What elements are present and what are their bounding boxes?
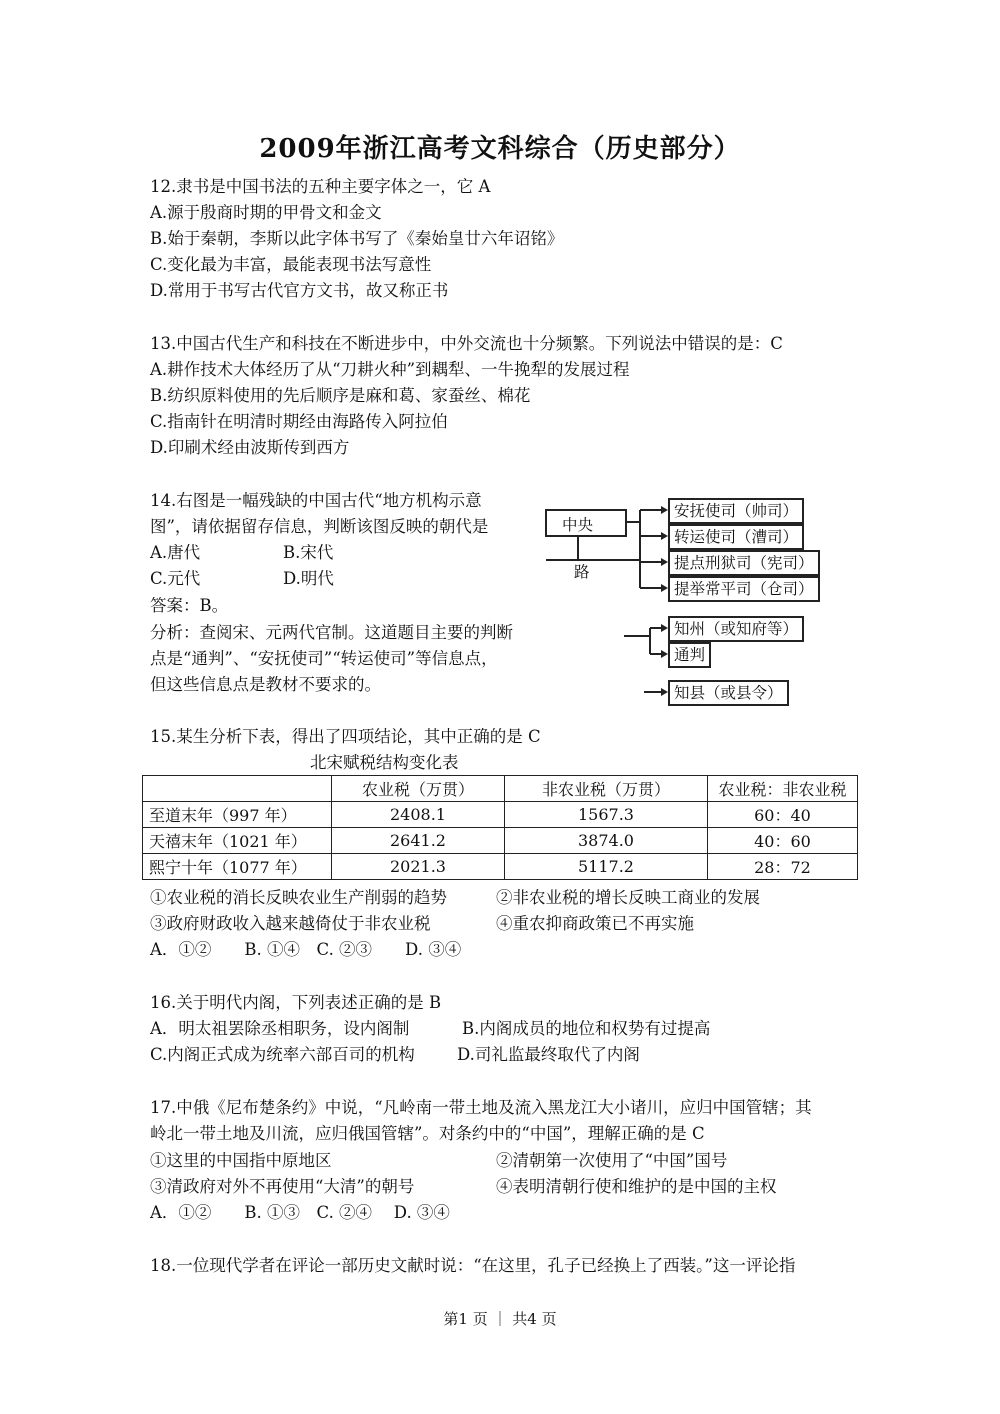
office-zhixian: 知县（或县令） <box>668 680 789 706</box>
q14-analysis-line-2: 点是“通判”、“安抚使司”“转运使司”等信息点， <box>150 649 498 668</box>
table-cell: 至道末年（997 年） <box>143 802 332 828</box>
q13-stem: 13.中国古代生产和科技在不断进步中，中外交流也十分频繁。下列说法中错误的是：C <box>150 334 783 353</box>
q17-stem-line-1: 17.中俄《尼布楚条约》中说，“凡岭南一带土地及流入黑龙江大小诸川，应归中国管辖；其 <box>150 1098 812 1117</box>
road-label: 路 <box>574 563 590 581</box>
q13-option-d: D.印刷术经由波斯传到西方 <box>150 438 350 457</box>
q12-option-c: C.变化最为丰富，最能表现书法写意性 <box>150 255 432 274</box>
table-header-cell: 农业税（万贯） <box>332 776 505 802</box>
office-tongpan: 通判 <box>668 642 711 668</box>
office-tidian-xingyu: 提点刑狱司（宪司） <box>668 550 820 576</box>
tax-structure-table <box>142 775 858 880</box>
q14-option-d: D.明代 <box>283 569 334 588</box>
table-cell: 1567.3 <box>505 802 708 828</box>
table-cell: 2641.2 <box>332 828 505 854</box>
q15-stem: 15.某生分析下表，得出了四项结论，其中正确的是 C <box>150 727 541 746</box>
table-row <box>143 802 858 828</box>
table-cell: 40：60 <box>708 828 858 854</box>
q17-statement-3: ③清政府对外不再使用“大清”的朝号 <box>150 1177 415 1196</box>
page-footer: 第1 页 ｜ 共4 页 <box>443 1310 557 1328</box>
q13-option-c: C.指南针在明清时期经由海路传入阿拉伯 <box>150 412 448 431</box>
page-title: 2009年浙江高考文科综合（历史部分） <box>259 134 741 164</box>
q14-analysis-line-3: 但这些信息点是教材不要求的。 <box>150 675 381 694</box>
q16-option-a: A．明太祖罢除丞相职务，设内阁制 <box>150 1019 410 1038</box>
q15-statement-3: ③政府财政收入越来越倚仗于非农业税 <box>150 914 431 933</box>
q12-option-d: D.常用于书写古代官方文书，故又称正书 <box>150 281 449 300</box>
q15-options: A．①② B. ①④ C. ②③ D. ③④ <box>150 940 462 959</box>
table-cell: 熙宁十年（1077 年） <box>143 854 332 880</box>
table-row <box>143 828 858 854</box>
q17-stem-line-2: 岭北一带土地及川流，应归俄国管辖”。对条约中的“中国”，理解正确的是 C <box>150 1124 705 1143</box>
q15-statement-4: ④重农抑商政策已不再实施 <box>496 914 694 933</box>
q12-option-a: A.源于殷商时期的甲骨文和金文 <box>150 203 382 222</box>
office-zhizhou: 知州（或知府等） <box>668 616 804 642</box>
table-cell: 2408.1 <box>332 802 505 828</box>
q13-option-a: A.耕作技术大体经历了从“刀耕火种”到耦犁、一牛挽犁的发展过程 <box>150 360 630 379</box>
q14-stem-line-1: 14.右图是一幅残缺的中国古代“地方机构示意 <box>150 491 482 510</box>
q12-stem: 12.隶书是中国书法的五种主要字体之一，它 A <box>150 177 491 196</box>
q14-option-b: B.宋代 <box>283 543 334 562</box>
table-header-row <box>143 776 858 802</box>
table-header-cell: 农业税：非农业税 <box>708 776 858 802</box>
q15-statement-1: ①农业税的消长反映农业生产削弱的趋势 <box>150 888 447 907</box>
q16-option-d: D.司礼监最终取代了内阁 <box>457 1045 640 1064</box>
q15-statement-2: ②非农业税的增长反映工商业的发展 <box>496 888 760 907</box>
table-cell: 60：40 <box>708 802 858 828</box>
office-anfu: 安抚使司（帅司） <box>668 498 804 524</box>
center-label: 中央 <box>562 516 594 534</box>
q15-table-title: 北宋赋税结构变化表 <box>310 753 459 772</box>
q13-option-b: B.纺织原料使用的先后顺序是麻和葛、家蚕丝、棉花 <box>150 386 531 405</box>
q14-analysis-line-1: 分析：查阅宋、元两代官制。这道题目主要的判断 <box>150 623 513 642</box>
q14-option-c: C.元代 <box>150 569 201 588</box>
office-tiju-changping: 提举常平司（仓司） <box>668 576 820 602</box>
office-zhuanyun: 转运使司（漕司） <box>668 524 804 550</box>
table-cell: 2021.3 <box>332 854 505 880</box>
local-institutions-diagram <box>540 490 840 710</box>
table-cell: 3874.0 <box>505 828 708 854</box>
q16-stem: 16.关于明代内阁，下列表述正确的是 B <box>150 993 442 1012</box>
q14-stem-line-2: 图”，请依据留存信息，判断该图反映的朝代是 <box>150 517 489 536</box>
table-cell: 天禧末年（1021 年） <box>143 828 332 854</box>
q17-options: A．①② B. ①③ C. ②④ D. ③④ <box>150 1203 450 1222</box>
table-cell: 28：72 <box>708 854 858 880</box>
q17-statement-2: ②清朝第一次使用了“中国”国号 <box>496 1151 728 1170</box>
q16-option-b: B.内阁成员的地位和权势有过提高 <box>462 1019 711 1038</box>
q18-stem: 18.一位现代学者在评论一部历史文献时说：“在这里，孔子已经换上了西装。”这一评论指 <box>150 1256 796 1275</box>
table-header-cell: 非农业税（万贯） <box>505 776 708 802</box>
q17-statement-4: ④表明清朝行使和维护的是中国的主权 <box>496 1177 777 1196</box>
table-cell: 5117.2 <box>505 854 708 880</box>
q17-statement-1: ①这里的中国指中原地区 <box>150 1151 332 1170</box>
table-row <box>143 854 858 880</box>
q16-option-c: C.内阁正式成为统率六部百司的机构 <box>150 1045 415 1064</box>
q12-option-b: B.始于秦朝，李斯以此字体书写了《秦始皇廿六年诏铭》 <box>150 229 564 248</box>
q14-answer: 答案：B。 <box>150 596 229 615</box>
table-header-cell <box>143 776 332 802</box>
q14-option-a: A.唐代 <box>150 543 201 562</box>
